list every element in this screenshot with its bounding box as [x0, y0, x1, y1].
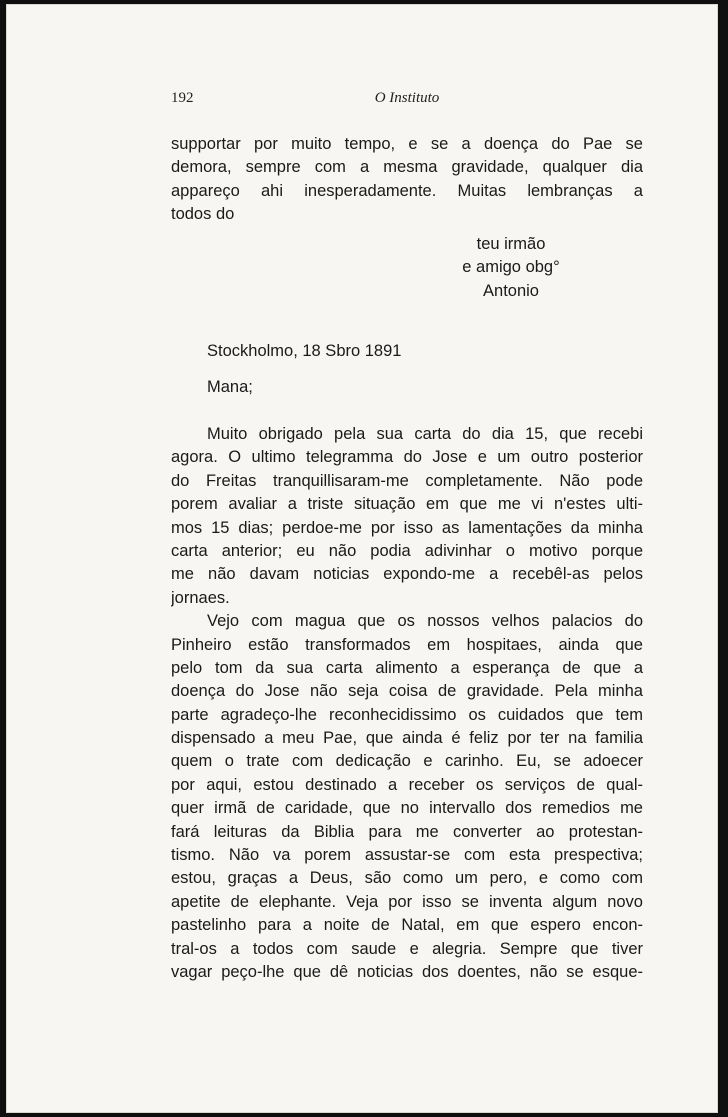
text-line: estou, graças a Deus, são como um pero, e como com: [171, 869, 643, 888]
text-line: porem avaliar a triste situação em que me vi n'estes ulti-: [171, 495, 643, 514]
text-line: tismo. Não va porem assustar-se com esta prespectiva;: [171, 846, 643, 865]
text-line: quer irmã de caridade, que no intervallo dos remedios me: [171, 799, 643, 818]
previous-letter-closing: [171, 133, 643, 227]
text-line: pastelinho para a noite de Natal, em que espero encon-: [171, 916, 643, 935]
text-line: mos 15 dias; perdoe-me por isso as lamentações da minha: [171, 518, 643, 537]
text-line: do Freitas tranquillisaram-me completamente. Não pode: [171, 471, 643, 490]
signature-block: [436, 233, 586, 303]
text-line: por aqui, estou destinado a receber os serviços de qual-: [171, 775, 643, 794]
page-header: [171, 90, 643, 110]
text-line: agora. O ultimo telegramma do Jose e um outro posterior: [171, 448, 643, 467]
text-line: tral-os a todos com saude e alegria. Sempre que tiver: [171, 939, 643, 958]
signature-name: Antonio: [483, 281, 539, 300]
text-line: vagar peço-lhe que dê noticias dos doentes, não se esque-: [171, 962, 643, 981]
text-line: apetite de elephante. Veja por isso se inventa algum novo: [171, 892, 643, 911]
book-page: [6, 4, 718, 1113]
text-line: Muito obrigado pela sua carta do dia 15, que recebi: [207, 425, 643, 443]
signature-line: teu irmão: [476, 235, 546, 253]
page-number: 192: [171, 90, 194, 106]
text-line: dispensado a meu Pae, que ainda é feliz por ter na familia: [171, 729, 643, 748]
text-line: demora, sempre com a mesma gravidade, qualquer dia: [171, 158, 643, 177]
signature-line: e amigo obg°: [462, 258, 560, 277]
text-line: parte agradeço-lhe reconhecidissimo os cuidados que tem: [171, 705, 643, 724]
text-line: jornaes.: [171, 588, 230, 607]
letter-salutation: Mana;: [207, 378, 253, 396]
text-line: appareço ahi inesperadamente. Muitas lembranças a: [171, 181, 643, 200]
text-line: doença do Jose não seja coisa de gravidade. Pela minha: [171, 682, 643, 701]
running-title: O Instituto: [374, 90, 440, 106]
text-line: fará leituras da Biblia para me converter ao protestan-: [171, 822, 643, 841]
text-line: Pinheiro estão transformados em hospitaes, ainda que: [171, 635, 643, 654]
text-line: me não davam noticias expondo-me a recebêl-as pelos: [171, 565, 643, 584]
text-line: quem o trate com dedicação e carinho. Eu, se adoecer: [171, 752, 643, 771]
letter-body: [171, 423, 643, 984]
text-line: Vejo com magua que os nossos velhos palacios do: [207, 612, 643, 631]
text-line: supportar por muito tempo, e se a doença do Pae se: [171, 135, 643, 153]
text-line: pelo tom da sua carta alimento a esperança de que a: [171, 658, 643, 677]
text-line: todos do: [171, 205, 235, 224]
letter-dateline: Stockholmo, 18 Sbro 1891: [207, 342, 402, 360]
text-line: carta anterior; eu não podia adivinhar o motivo porque: [171, 541, 643, 560]
